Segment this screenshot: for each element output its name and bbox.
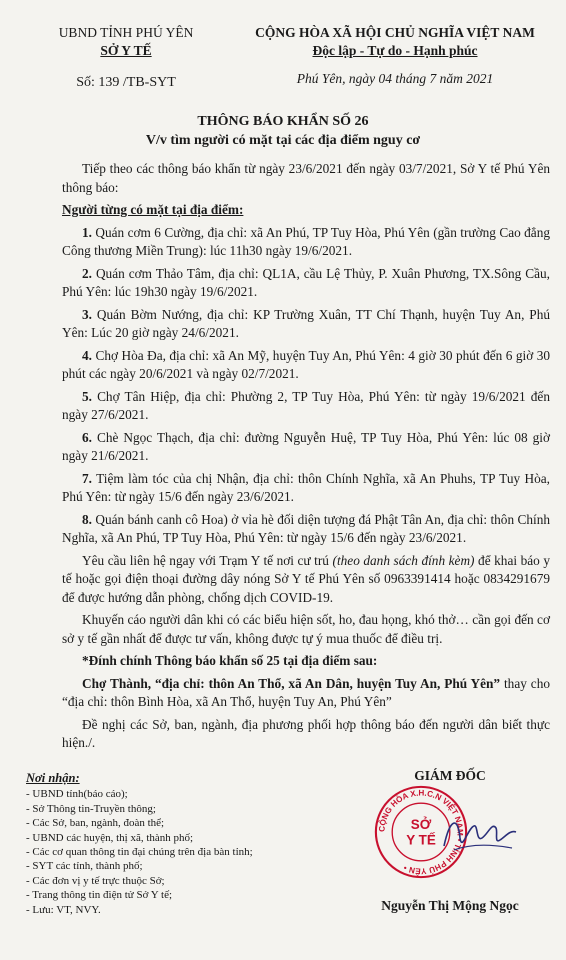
location-number: 5. xyxy=(82,388,92,404)
correction-rest: thay cho “địa chỉ: thôn Bình Hòa, xã An Thổ, huyện Tuy An, Phú Yên” xyxy=(62,675,550,709)
location-item xyxy=(62,388,550,425)
location-list xyxy=(62,224,550,548)
location-item xyxy=(62,429,550,466)
location-item xyxy=(62,306,550,343)
location-number: 1. xyxy=(82,224,92,240)
nation-name: CỘNG HÒA XÃ HỘI CHỦ NGHĨA VIỆT NAM xyxy=(255,25,535,40)
recipient-item: - Sở Thông tin-Truyền thông; xyxy=(26,802,156,815)
recipient-item: - Các Sở, ban, ngành, đoàn thể; xyxy=(26,817,165,830)
location-text: Tiệm làm tóc của chị Nhận, địa chỉ: thôn Chính Nghĩa, xã An Phuhs, TP Tuy Hòa, Phú Yên: từ ngày 15/6 đến ngày 23/6/2021. xyxy=(62,470,550,504)
document-body xyxy=(62,160,550,757)
request-italic: (theo danh sách đính kèm) xyxy=(332,552,475,568)
location-number: 3. xyxy=(82,306,92,322)
recipient-item: - UBND tỉnh(báo cáo); xyxy=(26,788,128,801)
issuer-org: UBND TỈNH PHÚ YÊN xyxy=(58,25,194,40)
location-item xyxy=(62,511,550,548)
location-text: Quán bánh canh cô Hoa) ở vỉa hè đối diện tượng đá Phật Tân An, địa chỉ: thôn Chính Nghĩa, xã An Phú, TP Tuy Hòa, Phú Yên: từ ngày 15/6 đến ngày 23/6/2021. xyxy=(62,511,550,545)
location-number: 6. xyxy=(82,429,92,445)
location-item xyxy=(62,224,550,261)
recipient-item: - Lưu: VT, NVY. xyxy=(26,903,101,916)
seal-center-bottom: Y TẾ xyxy=(406,832,436,848)
request-text-end: để khai báo y tế hoặc gọi điện thoại đường dây nóng Sở Y tế Phú Yên số 0963391414 hoặc 0834291679 để được hướng dẫn phòng, chống dịch COVID-19. xyxy=(62,552,551,605)
location-number: 7. xyxy=(82,470,92,486)
location-number: 4. xyxy=(82,347,92,363)
recipient-item: - UBND các huyện, thị xã, thành phố; xyxy=(26,831,194,844)
document-title xyxy=(0,112,566,150)
location-item xyxy=(62,470,550,507)
closing-paragraph: Đề nghị các Sở, ban, ngành, địa phương phối hợp thông báo đến người dân biết thực hiện./. xyxy=(62,716,550,750)
title-subject: V/v tìm người có mặt tại các địa điểm nguy cơ xyxy=(145,133,421,148)
location-text: Chè Ngọc Thạch, địa chỉ: đường Nguyễn Huệ, TP Tuy Hòa, Phú Yên: lúc 08 giờ ngày 21/6/2021. xyxy=(62,429,551,463)
advice-paragraph: Khuyến cáo người dân khi có các biểu hiện sốt, ho, đau họng, khó thở… cần gọi đến cơ sở y tế gần nhất để được tư vấn, không được tự ý mua thuốc để điều trị. xyxy=(62,612,550,646)
title-main: THÔNG BÁO KHẨN SỐ 26 xyxy=(197,114,369,129)
recipient-item: - Các đơn vị y tế trực thuộc Sở; xyxy=(26,874,165,887)
location-number: 8. xyxy=(82,511,92,527)
correction-label: *Đính chính Thông báo khẩn số 25 tại địa điểm sau: xyxy=(82,653,378,668)
location-text: Chợ Tân Hiệp, địa chỉ: Phường 2, TP Tuy Hòa, Phú Yên: từ ngày 19/6/2021 đến ngày 27/6/2021. xyxy=(62,388,550,422)
location-text: Quán cơm Thảo Tâm, địa chỉ: QL1A, cầu Lệ Thủy, P. Xuân Phương, TX.Sông Cầu, Phú Yên: lúc 19h30 ngày 19/6/2021. xyxy=(62,265,550,299)
seal-ring-text: CỘNG HÒA X.H.C.N VIỆT NAM • TỈNH PHÚ YÊN • xyxy=(377,788,465,876)
location-text: Quán Bờm Nướng, địa chỉ: KP Trường Xuân, TT Chí Thạnh, huyện Tuy An, Phú Yên: Lúc 20 giờ ngày 24/6/2021. xyxy=(62,306,550,340)
correction-paragraph xyxy=(62,675,550,712)
recipients-block xyxy=(26,771,326,917)
location-number: 2. xyxy=(82,265,92,281)
signer-role: GIÁM ĐỐC xyxy=(414,768,486,783)
location-item xyxy=(62,347,550,384)
issuer-dept: SỞ Y TẾ xyxy=(100,43,152,58)
recipients-list xyxy=(26,787,326,917)
issuer-block xyxy=(26,24,226,92)
section-label: Người từng có mặt tại địa điểm: xyxy=(62,202,244,217)
national-header xyxy=(240,24,550,88)
seal-center-top: SỞ xyxy=(410,817,432,833)
intro-paragraph: Tiếp theo các thông báo khẩn từ ngày 23/6/2021 đến ngày 03/7/2021, Sở Y tế Phú Yên thông báo: xyxy=(62,161,550,195)
request-paragraph xyxy=(62,552,550,608)
location-text: Quán cơm 6 Cường, địa chỉ: xã An Phú, TP Tuy Hòa, Phú Yên (gần trường Cao đẳng Công thương Miền Trung): lúc 11h30 ngày 19/6/2021. xyxy=(62,224,551,258)
recipient-item: - Trang thông tin điện tử Sở Y tế; xyxy=(26,889,173,902)
request-text: Yêu cầu liên hệ ngay với Trạm Y tế nơi cư trú xyxy=(82,552,333,568)
recipients-label: Nơi nhận: xyxy=(26,771,80,785)
recipient-item: - Các cơ quan thông tin đại chúng trên địa bàn tỉnh; xyxy=(26,846,253,859)
location-item xyxy=(62,265,550,302)
document-number: Số: 139 /TB-SYT xyxy=(76,75,176,90)
location-text: Chợ Hòa Đa, địa chỉ: xã An Mỹ, huyện Tuy An, Phú Yên: 4 giờ 30 phút đến 6 giờ 30 phút các ngày 20/6/2021 và ngày 02/7/2021. xyxy=(62,347,551,381)
signer-name: Nguyễn Thị Mộng Ngọc xyxy=(381,898,519,913)
correction-bold: Chợ Thành, “địa chỉ: thôn An Thổ, xã An Dân, huyện Tuy An, Phú Yên” xyxy=(82,675,501,691)
handwritten-signature xyxy=(440,808,520,858)
issue-date: Phú Yên, ngày 04 tháng 7 năm 2021 xyxy=(296,71,494,86)
national-motto: Độc lập - Tự do - Hạnh phúc xyxy=(312,43,478,58)
recipient-item: - SYT các tỉnh, thành phố; xyxy=(26,860,143,873)
